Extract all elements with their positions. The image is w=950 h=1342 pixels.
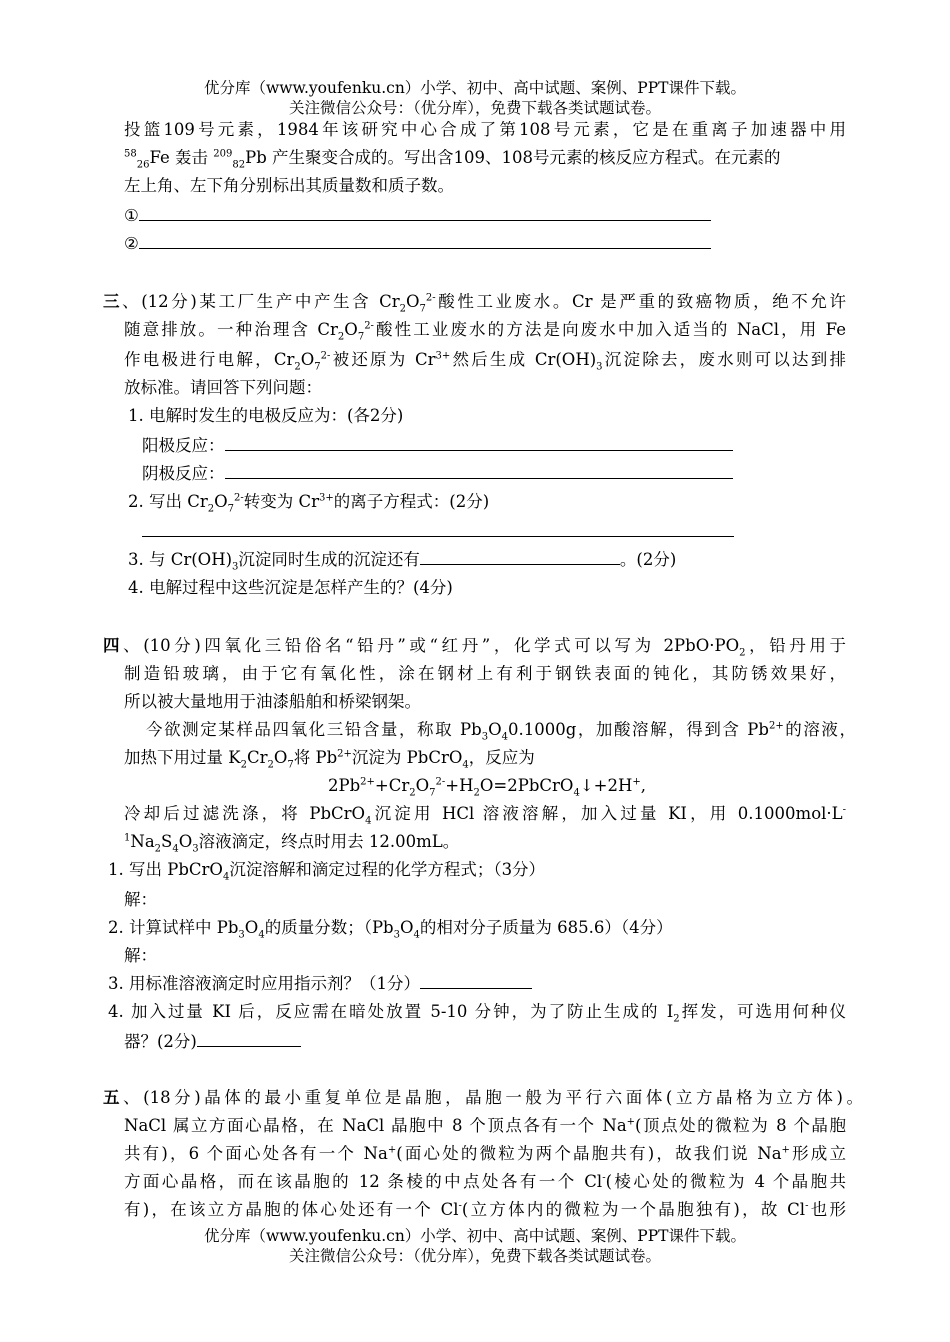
sec3-anode: 阳极反应：	[142, 434, 733, 458]
sec3-q1: 1. 电解时发生的电极反应为：(各2分)	[128, 406, 404, 425]
sec4-line-2: 制造铅玻璃，由于它有氧化性，涂在钢材上有利于钢铁表面的钝化，其防锈效果好，	[124, 664, 846, 683]
page-header	[0, 78, 950, 118]
answer-blank[interactable]	[197, 1030, 301, 1047]
answer-blank[interactable]	[420, 548, 620, 565]
sec3-line-1: 三、(12分)某工厂生产中产生含 $Cr_2O_7^{2-}$酸性工业废水。Cr 是严重的致癌物质，绝不允许	[103, 292, 846, 315]
header-line-1: 优分库（www.youfenku.cn）小学、初中、高中试题、案例、PPT课件下载。	[203, 79, 747, 97]
header-line-2: 关注微信公众号：（优分库），免费下载各类试题试卷。	[288, 99, 661, 117]
sec3-q2-answer	[142, 520, 734, 544]
sec4-jie-2: 解：	[124, 946, 157, 965]
sec4-q4-cont: 器？(2分)	[124, 1030, 301, 1054]
answer-blank[interactable]	[139, 204, 711, 221]
sec4-line-7: $^1Na_2S_4O_3$溶液滴定，终点时用去 12.00mL。	[124, 832, 460, 855]
answer-blank[interactable]	[139, 232, 711, 249]
sec4-q3: 3. 用标准溶液滴定时应用指示剂？（1分）	[108, 972, 532, 996]
page-footer	[0, 1226, 950, 1266]
sec3-line-2: 随意排放。一种治理含 $Cr_2O_7^{2-}$酸性工业废水的方法是向废水中加入适当的 NaCl，用 Fe	[124, 320, 846, 343]
answer-blank[interactable]	[225, 462, 733, 479]
sec4-line-4: 今欲测定某样品四氧化三铅含量，称取 $Pb_3O_40.1000g$，加酸溶解，得到含 $Pb^{2+}$的溶液，	[146, 720, 856, 743]
sec2-answer-1: ①	[124, 204, 711, 228]
sec5-line-2: NaCl 属立方面心晶格，在 NaCl 晶胞中 8 个顶点各有一个 Na+(顶点处的微粒为 8 个晶胞	[124, 1116, 846, 1135]
footer-line-2: 关注微信公众号：（优分库），免费下载各类试题试卷。	[288, 1247, 661, 1265]
sec4-line-3: 所以被大量地用于油漆船舶和桥梁钢架。	[124, 692, 421, 711]
sec4-jie-1: 解：	[124, 890, 157, 909]
sec2-line-2: $^{58}_{26}$Fe 轰击 $^{209}_{82}$Pb 产生聚变合成的。写出含109、108号元素的核反应方程式。在元素的	[124, 148, 781, 171]
sec4-line-6: 冷却后过滤洗涤，将 PbCrO$_4$沉淀用 HCl 溶液溶解，加入过量 KI，用 0.1000mol·L-	[124, 804, 846, 827]
sec4-equation: $2Pb^{2+}+Cr_2O_7^{2-}+H_2O=2PbCrO_4↓+2H^+$,	[328, 776, 647, 799]
sec3-line-3: 作电极进行电解，$Cr_2O_7^{2-}$被还原为 $Cr^{3+}$然后生成 $Cr(OH)_3$沉淀除去，废水则可以达到排	[124, 350, 847, 373]
sec2-line-1: 投篮109号元素，1984年该研究中心合成了第108号元素，它是在重离子加速器中用	[124, 120, 846, 139]
sec2-line-3: 左上角、左下角分别标出其质量数和质子数。	[124, 176, 454, 195]
footer-line-1: 优分库（www.youfenku.cn）小学、初中、高中试题、案例、PPT课件下载。	[203, 1227, 747, 1245]
sec4-q4: 4. 加入过量 KI 后，反应需在暗处放置 5-10 分钟，为了防止生成的 $I_2$挥发，可选用何种仪	[108, 1002, 846, 1025]
sec5-line-5: 有)，在该立方晶胞的体心处还有一个 Cl-(立方体内的微粒为一个晶胞独有)，故 Cl-也形	[124, 1200, 846, 1219]
sec3-line-4: 放标准。请回答下列问题：	[124, 378, 322, 397]
sec3-q2: 2. 写出 $Cr_2O_7^{2-}$转变为 $Cr^{3+}$的离子方程式：(2分)	[128, 492, 490, 515]
sec3-cathode: 阴极反应：	[142, 462, 733, 486]
sec4-q2: 2. 计算试样中 $Pb_3O_4$的质量分数；（$Pb_3O_4$的相对分子质量为 685.6）（4分）	[108, 918, 673, 941]
sec5-line-3: 共有)，6 个面心处各有一个 Na+(面心处的微粒为两个晶胞共有)，故我们说 Na+形成立	[124, 1144, 846, 1163]
sec3-q4: 4. 电解过程中这些沉淀是怎样产生的？(4分)	[128, 578, 453, 597]
answer-blank[interactable]	[225, 434, 733, 451]
sec2-answer-2: ②	[124, 232, 711, 256]
sec5-line-4: 方面心晶格，而在该晶胞的 12 条棱的中点处各有一个 Cl-(棱心处的微粒为 4 个晶胞共	[124, 1172, 846, 1191]
answer-blank[interactable]	[142, 520, 734, 537]
sec4-line-5: 加热下用过量 $K_2Cr_2O_7$将 $Pb^{2+}$沉淀为 PbCrO$_4$，反应为	[124, 748, 535, 771]
sec5-line-1: 五、(18分)晶体的最小重复单位是晶胞，晶胞一般为平行六面体(立方晶格为立方体)。	[103, 1088, 864, 1107]
sec3-q3: 3. 与 $Cr(OH)_3$沉淀同时生成的沉淀还有 。(2分)	[128, 550, 677, 573]
answer-blank[interactable]	[420, 972, 532, 989]
sec4-line-1: 四、(10分)四氧化三铅俗名“铅丹”或“红丹”，化学式可以写为 $2PbO\cdot PO_2$，铅丹用于	[103, 636, 847, 659]
sec4-q1: 1. 写出 PbCrO$_4$沉淀溶解和滴定过程的化学方程式；（3分）	[108, 860, 546, 883]
